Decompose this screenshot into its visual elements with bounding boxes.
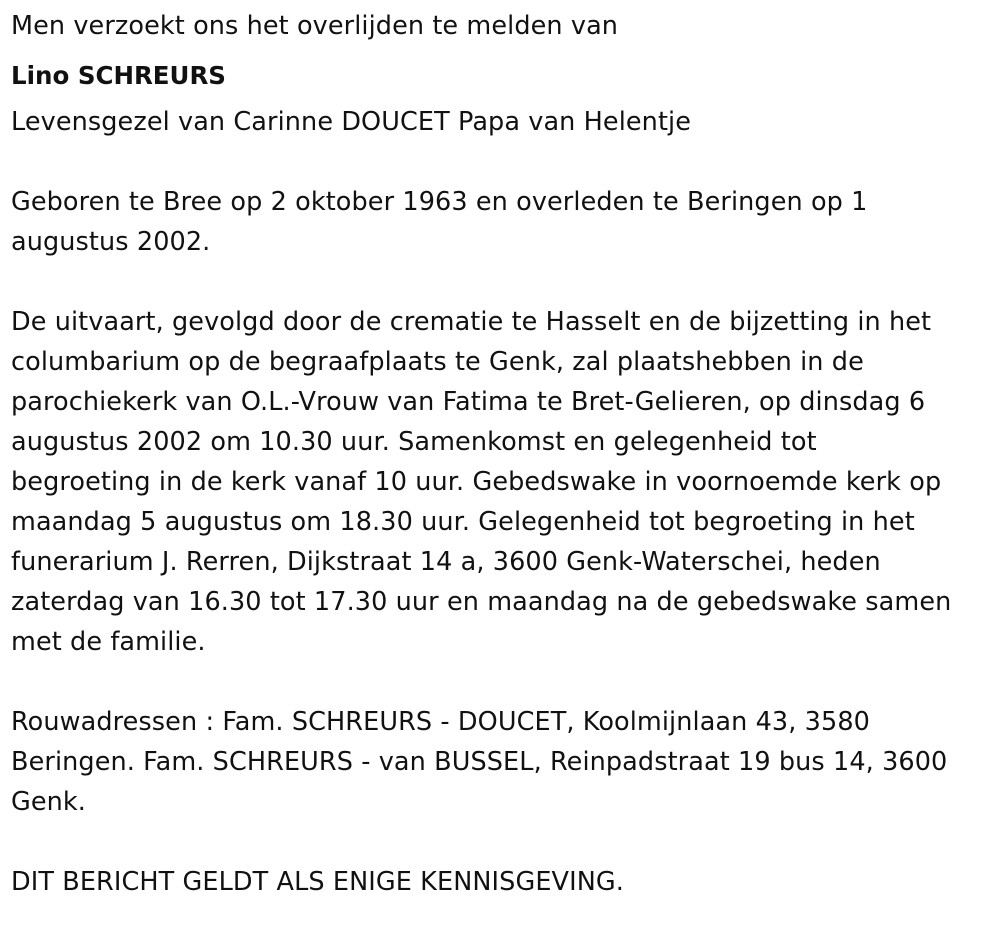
- paragraph-line: parochiekerk van O.L.-Vrouw van Fatima te Bret-Gelieren, op dinsdag 6: [11, 387, 926, 417]
- paragraph-line: Beringen. Fam. SCHREURS - van BUSSEL, Reinpadstraat 19 bus 14, 3600: [11, 747, 948, 777]
- paragraph-line: Geboren te Bree op 2 oktober 1963 en overleden te Beringen op 1: [11, 187, 868, 217]
- paragraph-line: maandag 5 augustus om 18.30 uur. Gelegenheid tot begroeting in het: [11, 507, 915, 537]
- paragraph-line: augustus 2002 om 10.30 uur. Samenkomst en gelegenheid tot: [11, 427, 817, 457]
- spacer: [11, 822, 1000, 862]
- birth-death-paragraph: [11, 182, 1000, 262]
- spacer: [11, 662, 1000, 702]
- funeral-paragraph: [11, 302, 1000, 662]
- spacer: [11, 142, 1000, 182]
- paragraph-line: Genk.: [11, 787, 86, 817]
- paragraph-line: met de familie.: [11, 627, 206, 657]
- relations-text: Levensgezel van Carinne DOUCET Papa van Helentje: [11, 107, 692, 137]
- paragraph-line: columbarium op de begraafplaats te Genk, zal plaatshebben in de: [11, 347, 864, 377]
- paragraph-line: zaterdag van 16.30 tot 17.30 uur en maandag na de gebedswake samen: [11, 587, 952, 617]
- spacer: [11, 262, 1000, 302]
- intro-text: Men verzoekt ons het overlijden te melden van: [11, 11, 619, 41]
- paragraph-line: Rouwadressen : Fam. SCHREURS - DOUCET, Koolmijnlaan 43, 3580: [11, 707, 870, 737]
- addresses-paragraph: [11, 702, 1000, 822]
- closing-text: DIT BERICHT GELDT ALS ENIGE KENNISGEVING.: [11, 867, 624, 897]
- deceased-name: Lino SCHREURS: [11, 61, 226, 90]
- paragraph-line: augustus 2002.: [11, 227, 211, 257]
- paragraph-line: funerarium J. Rerren, Dijkstraat 14 a, 3600 Genk-Waterschei, heden: [11, 547, 881, 577]
- paragraph-line: De uitvaart, gevolgd door de crematie te Hasselt en de bijzetting in het: [11, 307, 932, 337]
- paragraph-line: begroeting in de kerk vanaf 10 uur. Gebedswake in voornoemde kerk op: [11, 467, 942, 497]
